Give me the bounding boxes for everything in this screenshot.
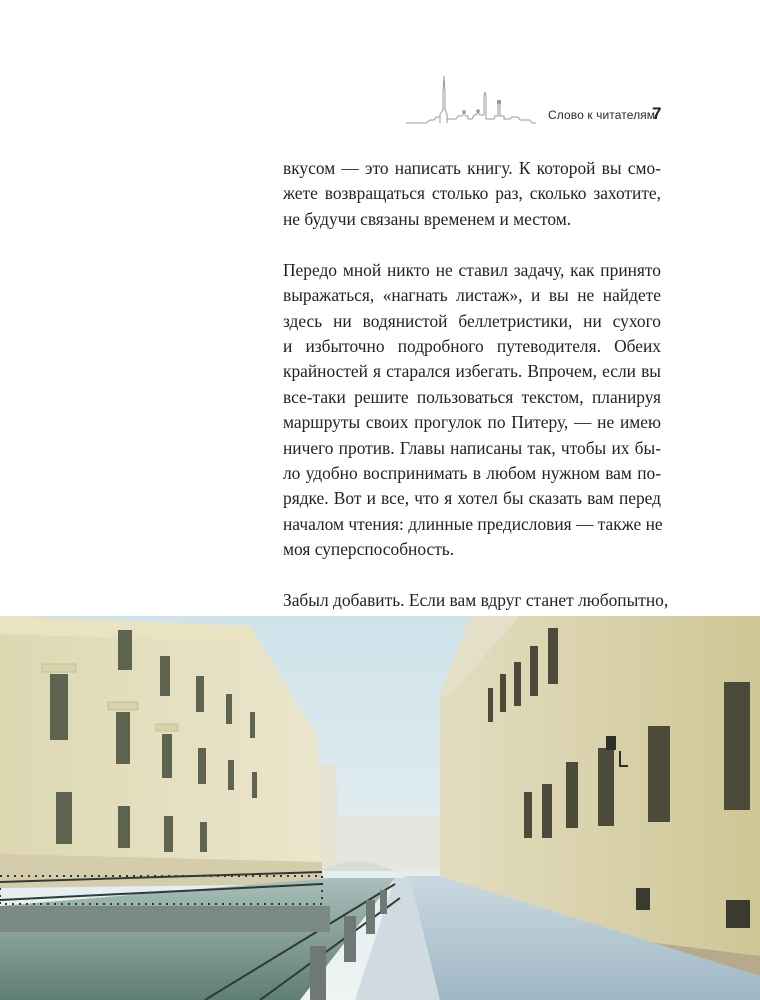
running-header <box>406 66 726 128</box>
paragraph-1 <box>283 156 661 232</box>
text-line: маршруты своих прогулок по Питеру, — не имею <box>283 412 661 433</box>
text-line: все-таки решите пользоваться текстом, планируя <box>283 386 661 407</box>
text-line: не будучи связаны временем и местом. <box>283 208 572 229</box>
section-title: Слово к читателям <box>548 108 656 122</box>
paragraph-2 <box>283 258 661 563</box>
text-line: ничего против. Главы написаны так, чтобы их бы- <box>283 437 661 458</box>
text-line: и избыточно подробного путеводителя. Обеих <box>283 336 661 357</box>
text-line: Передо мной никто не ставил задачу, как принято <box>283 259 661 280</box>
text-line: моя суперспособность. <box>283 539 455 560</box>
page-number: 7 <box>652 104 662 123</box>
text-line: выражаться, «нагнать листаж», и вы не найдете <box>283 285 661 306</box>
canal-street-photo <box>0 616 760 1000</box>
text-line: ло удобно воспринимать в любом нужном вам по- <box>283 463 661 484</box>
text-line: Забыл добавить. Если вам вдруг станет любопытно, <box>283 590 669 611</box>
text-line: здесь ни водянистой беллетристики, ни сухого <box>283 310 661 331</box>
text-line: началом чтения: длинные предисловия — также не <box>283 513 663 534</box>
city-skyline-icon <box>406 66 536 128</box>
text-line: жете возвращаться столько раз, сколько захотите, <box>283 183 661 204</box>
text-line: крайностей я старался избегать. Впрочем, если вы <box>283 361 661 382</box>
text-line: вкусом — это написать книгу. К которой вы смо- <box>283 158 661 178</box>
text-line: рядке. Вот и все, что я хотел бы сказать вам перед <box>283 488 661 509</box>
